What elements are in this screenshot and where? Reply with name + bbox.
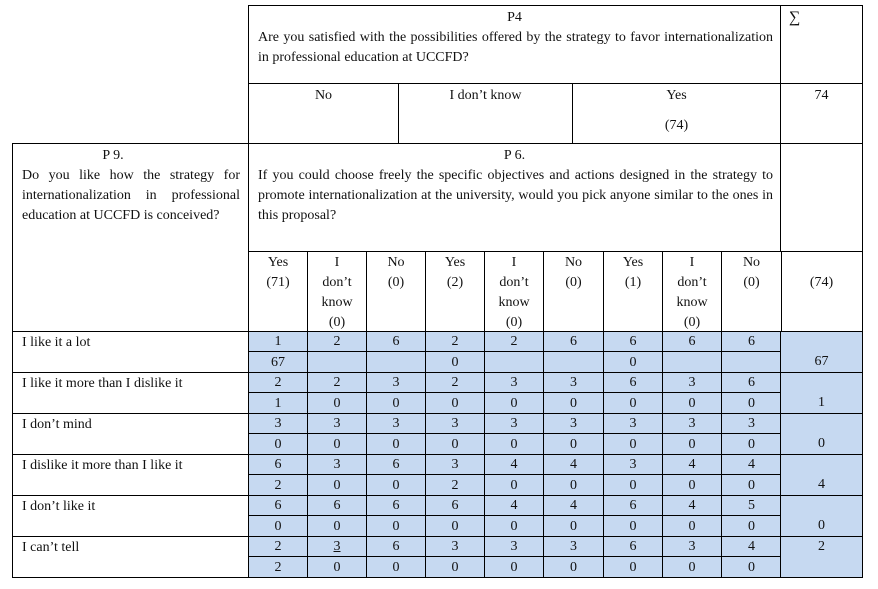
p6-column-header-line: (2) <box>446 275 464 290</box>
p6-column-header-line: don’t <box>677 275 707 290</box>
row-label: I like it more than I dislike it <box>22 376 183 391</box>
table-cell-top <box>662 372 722 393</box>
table-cell-bottom <box>366 433 426 455</box>
cell-value-top: 6 <box>688 334 696 349</box>
row-sum: 0 <box>818 436 825 451</box>
p6-column-header-line: I <box>511 255 517 270</box>
p6-question: If you could choose freely the specific objectives and actions designed in the strategy to promote internationalization at the university, would you pick anyone similar to the ones in this proposal? <box>258 168 773 223</box>
table-cell-top <box>721 454 782 475</box>
p4-option-dont-know <box>398 83 573 144</box>
cell-value-top: 3 <box>333 416 341 431</box>
cell-value-bottom: 0 <box>629 396 637 411</box>
cell-value-top: 3 <box>510 416 518 431</box>
table-cell-top <box>366 495 426 516</box>
cell-value-top: 6 <box>274 457 282 472</box>
cell-value-bottom: 0 <box>748 478 755 493</box>
cell-value-top: 6 <box>629 334 637 349</box>
cell-value-top: 6 <box>748 334 755 349</box>
table-cell-bottom <box>543 433 604 455</box>
table-cell-top <box>425 454 485 475</box>
cell-value-top: 6 <box>748 375 755 390</box>
row-sum-cell <box>780 536 863 578</box>
table-cell-bottom <box>307 433 367 455</box>
p9-question: Do you like how the strategy for internationalization in professional education at UCCFD is conceived? <box>22 168 240 223</box>
cell-value-top: 2 <box>274 539 282 554</box>
cell-value-top: 3 <box>333 457 341 472</box>
row-label-cell <box>12 331 249 373</box>
p9-code: P 9. <box>102 148 124 163</box>
table-cell-top <box>484 413 544 434</box>
cell-value-top: 4 <box>570 498 577 513</box>
table-cell-top <box>425 536 485 557</box>
cell-value-top: 2 <box>510 334 518 349</box>
table-cell-bottom <box>307 474 367 496</box>
table-cell-bottom <box>662 556 722 578</box>
cell-value-bottom: 0 <box>570 478 577 493</box>
table-cell-top <box>721 413 782 434</box>
table-cell-top <box>366 454 426 475</box>
table-cell-bottom <box>603 515 663 537</box>
row-label: I don’t mind <box>22 417 92 432</box>
row-sum: 4 <box>818 477 825 492</box>
cell-value-top: 3 <box>274 416 282 431</box>
row-sum: 67 <box>814 354 829 369</box>
cell-value-top: 6 <box>629 498 637 513</box>
table-cell-bottom <box>721 433 782 455</box>
cell-value-top: 3 <box>451 416 459 431</box>
table-cell-top <box>603 495 663 516</box>
cell-value-bottom: 0 <box>748 560 755 575</box>
cell-value-top: 2 <box>333 375 341 390</box>
cell-value-bottom: 0 <box>392 519 400 534</box>
table-cell-top <box>484 536 544 557</box>
table-cell-bottom <box>425 474 485 496</box>
p6-column-header-line: Yes <box>444 255 466 270</box>
p6-column-header-line: No <box>564 255 583 270</box>
table-cell-top <box>307 454 367 475</box>
table-cell-top <box>662 331 722 352</box>
table-cell-bottom <box>662 474 722 496</box>
cell-value-bottom: 0 <box>570 437 577 452</box>
p6-column-header-line: I <box>689 255 695 270</box>
table-cell-bottom <box>307 515 367 537</box>
cell-value-top: 6 <box>392 539 400 554</box>
cell-value-top: 2 <box>333 334 341 349</box>
table-cell-bottom <box>425 433 485 455</box>
table-cell-top <box>484 454 544 475</box>
table-cell-top <box>484 331 544 352</box>
table-cell-top <box>366 536 426 557</box>
p6-column-header-line: (0) <box>505 315 523 330</box>
row-label-cell <box>12 372 249 414</box>
cell-value-top: 3 <box>333 539 341 554</box>
p4-option-yes-label: Yes <box>666 88 687 103</box>
table-cell-bottom <box>366 392 426 414</box>
table-cell-top <box>721 331 782 352</box>
cell-value-bottom: 0 <box>451 355 459 370</box>
cell-value-bottom: 0 <box>510 519 518 534</box>
p6-total: (74) <box>809 275 834 290</box>
p6-column-header-line: don’t <box>322 275 352 290</box>
p6-column-header-0 <box>248 251 308 332</box>
p6-column-header-6 <box>603 251 663 332</box>
cell-value-top: 6 <box>451 498 459 513</box>
cell-value-bottom: 0 <box>274 437 282 452</box>
table-cell-top <box>366 331 426 352</box>
cell-value-bottom: 0 <box>688 519 696 534</box>
cell-value-top: 4 <box>570 457 577 472</box>
table-cell-top <box>603 454 663 475</box>
cell-value-bottom: 0 <box>629 355 637 370</box>
cell-value-bottom: 0 <box>570 560 577 575</box>
table-cell-top <box>721 372 782 393</box>
cell-value-top: 6 <box>392 457 400 472</box>
p6-column-header-1 <box>307 251 367 332</box>
table-cell-top <box>307 413 367 434</box>
table-cell-bottom <box>603 474 663 496</box>
cell-value-top: 3 <box>570 539 577 554</box>
p6-column-header-4 <box>484 251 544 332</box>
cell-value-bottom: 0 <box>748 396 755 411</box>
table-cell-bottom <box>721 351 782 373</box>
cell-value-top: 1 <box>274 334 282 349</box>
cell-value-top: 3 <box>392 416 400 431</box>
cell-value-top: 3 <box>451 539 459 554</box>
table-cell-bottom <box>248 515 308 537</box>
cell-value-bottom: 0 <box>392 560 400 575</box>
cell-value-bottom: 0 <box>748 437 755 452</box>
cell-value-bottom: 0 <box>629 560 637 575</box>
p4-option-dont-know-label: I don’t know <box>449 88 522 103</box>
table-cell-bottom <box>366 474 426 496</box>
p6-column-header-line: No <box>387 255 405 270</box>
row-sum: 0 <box>818 518 825 533</box>
table-cell-top <box>248 413 308 434</box>
p6-column-header-5 <box>543 251 604 332</box>
table-cell-bottom <box>662 351 722 373</box>
table-cell-bottom <box>248 474 308 496</box>
table-cell-bottom <box>425 392 485 414</box>
p4-question: Are you satisfied with the possibilities offered by the strategy to favor internationalization in professional education at UCCFD? <box>258 30 773 65</box>
cell-value-top: 6 <box>333 498 341 513</box>
table-cell-bottom <box>543 392 604 414</box>
table-cell-bottom <box>484 515 544 537</box>
cell-value-top: 6 <box>570 334 577 349</box>
cell-value-top: 4 <box>510 457 518 472</box>
cell-value-bottom: 0 <box>510 560 518 575</box>
cell-value-bottom: 0 <box>392 478 400 493</box>
table-cell-top <box>603 331 663 352</box>
p6-column-header-8 <box>721 251 782 332</box>
p6-column-header-line: (0) <box>328 315 346 330</box>
p6-column-header-line: Yes <box>267 255 289 270</box>
row-label-cell <box>12 536 249 578</box>
table-cell-bottom <box>484 433 544 455</box>
cell-value-bottom: 0 <box>451 560 459 575</box>
table-cell-top <box>307 331 367 352</box>
table-cell-top <box>425 372 485 393</box>
row-sum-cell <box>780 372 863 414</box>
table-cell-bottom <box>248 351 308 373</box>
table-cell-bottom <box>425 515 485 537</box>
table-cell-top <box>307 372 367 393</box>
row-label: I don’t like it <box>22 499 96 514</box>
p6-column-header-line: know <box>498 295 530 310</box>
p4-option-no <box>248 83 399 144</box>
table-cell-top <box>603 536 663 557</box>
table-cell-bottom <box>366 515 426 537</box>
cell-value-bottom: 0 <box>333 560 341 575</box>
cell-value-top: 3 <box>748 416 755 431</box>
table-cell-bottom <box>662 515 722 537</box>
table-cell-bottom <box>603 392 663 414</box>
p6-column-header-line: I <box>334 255 340 270</box>
cell-value-bottom: 0 <box>570 519 577 534</box>
p6-column-header-line: know <box>321 295 353 310</box>
p9-question-cell <box>12 143 249 332</box>
row-label: I can’t tell <box>22 540 80 555</box>
table-cell-top <box>603 372 663 393</box>
table-cell-bottom <box>425 351 485 373</box>
p6-column-header-3 <box>425 251 485 332</box>
cell-value-bottom: 0 <box>570 396 577 411</box>
cell-value-top: 3 <box>688 416 696 431</box>
table-cell-top <box>662 536 722 557</box>
cell-value-top: 3 <box>570 416 577 431</box>
cell-value-top: 6 <box>629 375 637 390</box>
cell-value-top: 3 <box>688 539 696 554</box>
cell-value-top: 3 <box>688 375 696 390</box>
cell-value-bottom: 0 <box>510 478 518 493</box>
table-cell-bottom <box>662 433 722 455</box>
sum-symbol: ∑ <box>789 9 801 26</box>
cell-value-top: 3 <box>629 416 637 431</box>
table-cell-bottom <box>662 392 722 414</box>
p4-code: P4 <box>507 10 522 25</box>
p6-column-header-line: don’t <box>499 275 529 290</box>
cell-value-bottom: 0 <box>629 437 637 452</box>
table-cell-top <box>721 495 782 516</box>
table-cell-bottom <box>543 515 604 537</box>
table-cell-top <box>543 536 604 557</box>
table-cell-bottom <box>603 556 663 578</box>
cell-value-bottom: 0 <box>451 396 459 411</box>
table-cell-bottom <box>543 556 604 578</box>
table-cell-bottom <box>425 556 485 578</box>
cell-value-bottom: 2 <box>274 560 282 575</box>
p6-column-header-line: (0) <box>743 275 760 290</box>
cell-value-bottom: 0 <box>688 560 696 575</box>
table-cell-top <box>307 495 367 516</box>
table-cell-bottom <box>484 474 544 496</box>
table-cell-bottom <box>307 392 367 414</box>
table-cell-bottom <box>366 351 426 373</box>
row-label-cell <box>12 413 249 455</box>
table-cell-top <box>543 372 604 393</box>
table-cell-bottom <box>248 433 308 455</box>
p6-column-header-line: (0) <box>565 275 582 290</box>
table-cell-top <box>543 331 604 352</box>
table-cell-bottom <box>721 556 782 578</box>
table-cell-top <box>248 372 308 393</box>
table-cell-top <box>425 413 485 434</box>
cell-value-bottom: 2 <box>274 478 282 493</box>
cell-value-bottom: 0 <box>748 519 755 534</box>
row-sum-cell <box>780 413 863 455</box>
cell-value-bottom: 0 <box>451 519 459 534</box>
cell-value-top: 4 <box>510 498 518 513</box>
table-cell-top <box>662 413 722 434</box>
table-cell-top <box>248 495 308 516</box>
cell-value-bottom: 0 <box>392 396 400 411</box>
cell-value-top: 2 <box>274 375 282 390</box>
table-cell-top <box>484 495 544 516</box>
cell-value-bottom: 0 <box>333 478 341 493</box>
table-cell-bottom <box>366 556 426 578</box>
p6-question-cell <box>248 143 781 252</box>
table-cell-top <box>484 372 544 393</box>
p6-sum-empty-cell <box>780 143 863 252</box>
cell-value-bottom: 2 <box>451 478 459 493</box>
table-cell-bottom <box>543 351 604 373</box>
cell-value-top: 2 <box>451 334 459 349</box>
p6-column-header-line: (0) <box>387 275 405 290</box>
p6-column-header-line: (0) <box>683 315 701 330</box>
p6-column-header-line: No <box>742 255 761 270</box>
table-cell-top <box>425 495 485 516</box>
table-cell-bottom <box>484 392 544 414</box>
table-cell-top <box>248 536 308 557</box>
cell-value-bottom: 0 <box>333 396 341 411</box>
p4-option-no-label: No <box>314 88 333 103</box>
table-cell-top <box>603 413 663 434</box>
table-cell-top <box>425 331 485 352</box>
p6-column-header-line: (1) <box>624 275 642 290</box>
p6-column-header-2 <box>366 251 426 332</box>
row-label: I dislike it more than I like it <box>22 458 183 473</box>
sum-header-cell <box>780 5 863 84</box>
cell-value-top: 6 <box>274 498 282 513</box>
cell-value-bottom: 0 <box>629 519 637 534</box>
p6-column-header-line: know <box>676 295 708 310</box>
p6-total-cell <box>780 251 863 332</box>
table-cell-top <box>543 413 604 434</box>
cell-value-top: 4 <box>748 539 755 554</box>
cell-value-top: 3 <box>570 375 577 390</box>
table-cell-top <box>248 454 308 475</box>
table-cell-top <box>662 495 722 516</box>
cell-value-top: 6 <box>392 498 400 513</box>
table-cell-bottom <box>603 433 663 455</box>
table-cell-bottom <box>721 474 782 496</box>
cell-value-top: 3 <box>510 375 518 390</box>
row-sum: 2 <box>818 539 825 554</box>
row-sum-cell <box>780 331 863 373</box>
cell-value-bottom: 1 <box>274 396 282 411</box>
cell-value-top: 5 <box>748 498 755 513</box>
p6-code: P 6. <box>503 148 526 163</box>
table-cell-bottom <box>603 351 663 373</box>
cell-value-top: 2 <box>451 375 459 390</box>
table-cell-bottom <box>721 515 782 537</box>
cell-value-bottom: 0 <box>451 437 459 452</box>
row-sum: 1 <box>818 395 825 410</box>
p4-total: 74 <box>814 88 829 103</box>
row-label-cell <box>12 454 249 496</box>
p4-option-yes-count: (74) <box>664 118 689 133</box>
table-cell-bottom <box>248 392 308 414</box>
table-cell-bottom <box>248 556 308 578</box>
cell-value-bottom: 0 <box>510 437 518 452</box>
cell-value-bottom: 0 <box>688 437 696 452</box>
row-sum-cell <box>780 495 863 537</box>
cell-value-top: 3 <box>629 457 637 472</box>
cell-value-top: 3 <box>510 539 518 554</box>
row-label-cell <box>12 495 249 537</box>
table-cell-top <box>366 413 426 434</box>
cell-value-top: 4 <box>688 457 696 472</box>
table-cell-top <box>721 536 782 557</box>
cell-value-top: 4 <box>748 457 755 472</box>
table-cell-top <box>366 372 426 393</box>
p6-column-header-7 <box>662 251 722 332</box>
cell-value-top: 6 <box>392 334 400 349</box>
table-cell-top <box>543 454 604 475</box>
row-sum-cell <box>780 454 863 496</box>
cell-value-top: 4 <box>688 498 696 513</box>
cell-value-top: 3 <box>392 375 400 390</box>
table-cell-bottom <box>484 351 544 373</box>
cell-value-top: 3 <box>451 457 459 472</box>
cell-value-bottom: 0 <box>629 478 637 493</box>
p4-question-cell <box>248 5 781 84</box>
p6-column-header-line: (71) <box>266 275 290 290</box>
cell-value-top: 6 <box>629 539 637 554</box>
cell-value-bottom: 0 <box>688 478 696 493</box>
cell-value-bottom: 0 <box>274 519 282 534</box>
p4-option-yes <box>572 83 781 144</box>
table-cell-bottom <box>307 556 367 578</box>
row-label: I like it a lot <box>22 335 91 350</box>
table-cell-top <box>543 495 604 516</box>
cell-value-bottom: 0 <box>333 437 341 452</box>
cell-value-bottom: 0 <box>392 437 400 452</box>
table-cell-bottom <box>484 556 544 578</box>
table-cell-bottom <box>721 392 782 414</box>
cell-value-bottom: 0 <box>333 519 341 534</box>
table-cell-bottom <box>307 351 367 373</box>
table-cell-top <box>307 536 367 557</box>
table-cell-top <box>248 331 308 352</box>
table-cell-top <box>662 454 722 475</box>
table-cell-bottom <box>543 474 604 496</box>
p4-total-cell <box>780 83 863 144</box>
cell-value-bottom: 0 <box>688 396 696 411</box>
cell-value-bottom: 67 <box>271 355 285 370</box>
cell-value-bottom: 0 <box>510 396 518 411</box>
p6-column-header-line: Yes <box>622 255 644 270</box>
